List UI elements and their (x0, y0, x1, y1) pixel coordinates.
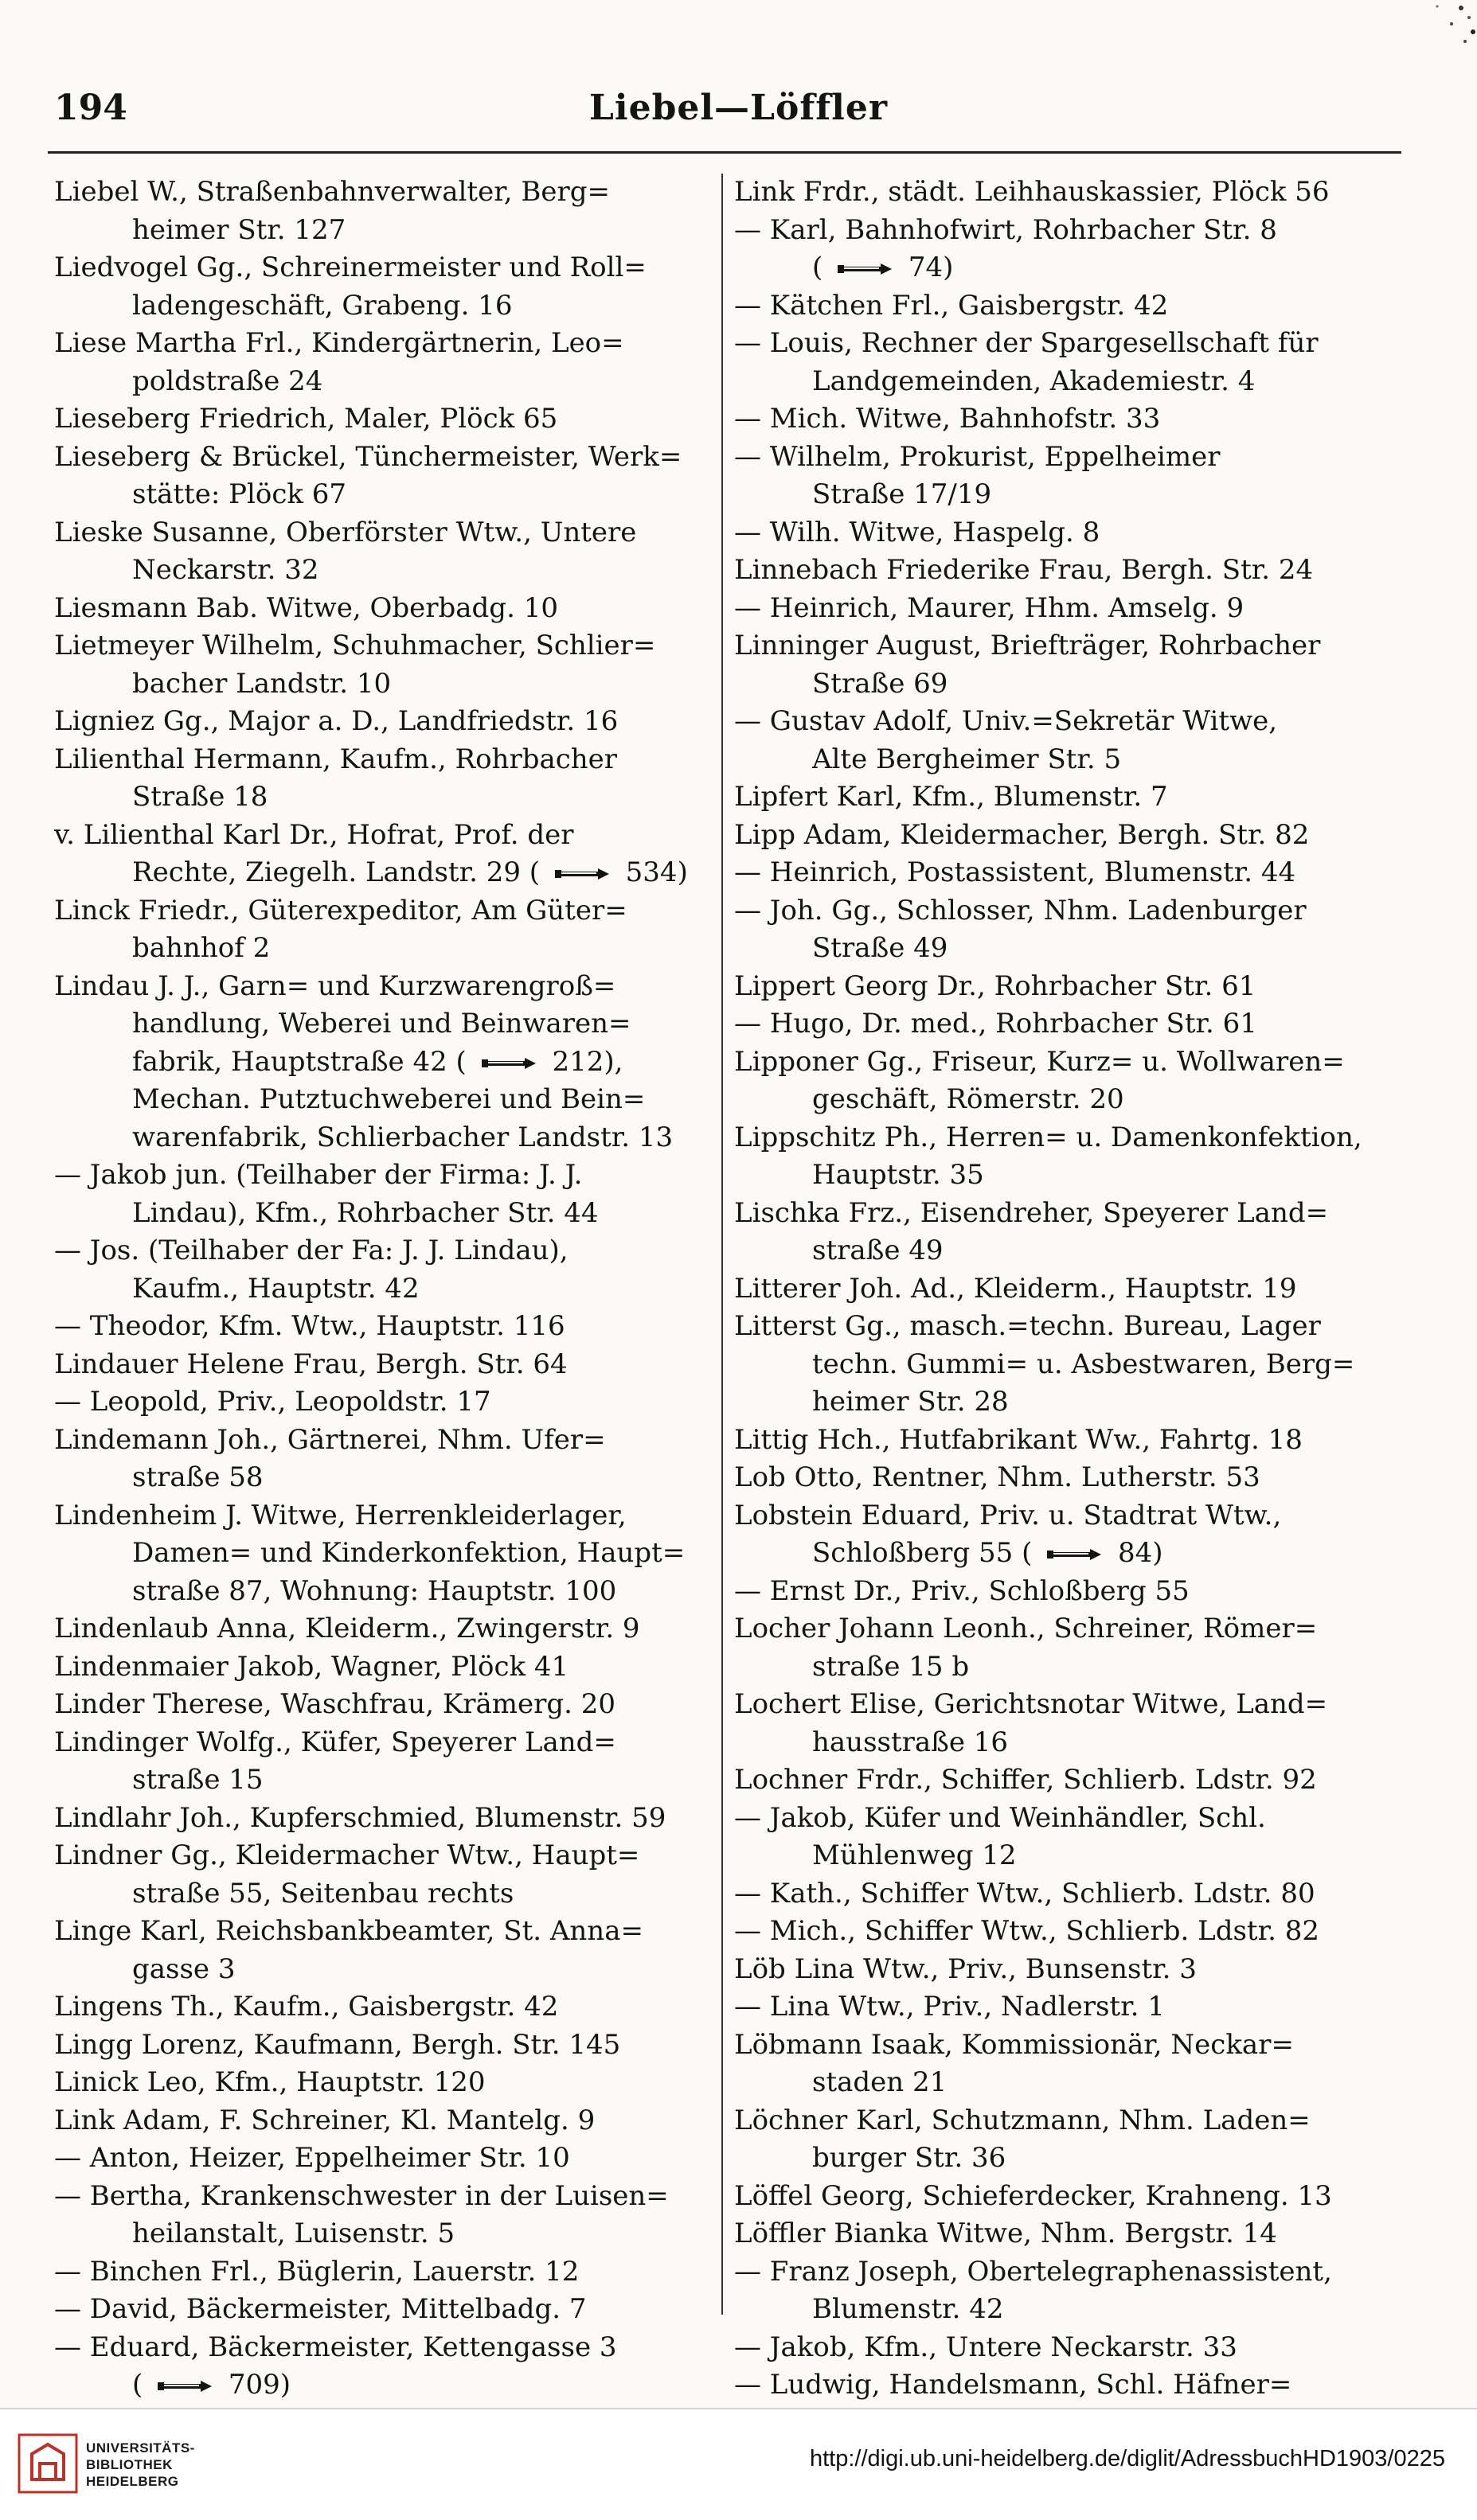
entry-line: Littig Hch., Hutfabrikant Ww., Fahrtg. 18 (734, 1423, 1303, 1456)
entry-line: — Heinrich, Postassistent, Blumenstr. 44 (734, 856, 1296, 888)
entry-line: — Eduard, Bäckermeister, Kettengasse 3 (54, 2331, 617, 2363)
telephone-icon (836, 261, 895, 277)
entry-line: Löbmann Isaak, Kommissionär, Neckar= (734, 2028, 1294, 2061)
directory-entry (734, 287, 1393, 326)
entry-line: — Wilh. Witwe, Haspelg. 8 (734, 516, 1100, 548)
right-column (734, 174, 1393, 2442)
entry-line: Lindenheim J. Witwe, Herrenkleiderlager, (54, 1499, 627, 1531)
entry-line: — Wilhelm, Prokurist, Eppelheimer (734, 440, 1221, 473)
entry-line: Löffel Georg, Schieferdecker, Krahneng. 13 (734, 2179, 1332, 2212)
entry-line: — Hugo, Dr. med., Rohrbacher Str. 61 (734, 1008, 1257, 1040)
page-number: 194 (54, 88, 127, 128)
entry-line: Lochner Frdr., Schiffer, Schlierb. Ldstr. 92 (734, 1764, 1317, 1796)
logo-text-line-1: UNIVERSITÄTS- (86, 2440, 195, 2456)
entry-line: Lobstein Eduard, Priv. u. Stadtrat Wtw., (734, 1499, 1282, 1531)
entry-line: Liebel W., Straßenbahnverwalter, Berg= (54, 176, 610, 208)
entry-line: — Jakob, Küfer und Weinhändler, Schl. (734, 1801, 1266, 1834)
entry-line: Lieseberg & Brückel, Tünchermeister, Werk= (54, 440, 682, 473)
directory-entry (734, 1610, 1393, 1686)
entry-line: Lingens Th., Kaufm., Gaisbergstr. 42 (54, 1991, 559, 2023)
directory-entry (734, 1005, 1393, 1043)
entry-line: bahnhof 2 (132, 932, 271, 964)
directory-entry (54, 1497, 713, 1611)
directory-entry (54, 1648, 713, 1687)
entry-line: v. Lilienthal Karl Dr., Hofrat, Prof. der (54, 818, 574, 851)
entry-text: fabrik, Hauptstraße 42 ( (132, 1045, 475, 1078)
entry-line (734, 1535, 1393, 1573)
entry-line: handlung, Weberei und Beinwaren= (132, 1008, 631, 1040)
directory-entry (54, 741, 713, 817)
entry-line: Lietmeyer Wilhelm, Schuhmacher, Schlier= (54, 630, 656, 661)
entry-line: Löchner Karl, Schutzmann, Nhm. Laden= (734, 2104, 1311, 2136)
directory-entry (54, 1383, 713, 1422)
directory-entry (734, 1195, 1393, 1270)
telephone-icon (1045, 1547, 1104, 1562)
directory-entry (54, 2064, 713, 2102)
entry-line: heimer Str. 28 (812, 1386, 1009, 1418)
entry-line: burger Str. 36 (812, 2142, 1006, 2174)
entry-line: straße 87, Wohnung: Hauptstr. 100 (132, 1574, 617, 1607)
directory-entry (54, 1837, 713, 1913)
entry-line: Straße 18 (132, 781, 268, 813)
entry-line: Liesmann Bab. Witwe, Oberbadg. 10 (54, 591, 558, 624)
entry-line: Linnebach Friederike Frau, Bergh. Str. 24 (734, 554, 1314, 586)
entry-text: Schloßberg 55 ( (812, 1537, 1041, 1569)
entry-line: techn. Gummi= u. Asbestwaren, Berg= (812, 1348, 1355, 1380)
entry-line: straße 15 (132, 1764, 264, 1796)
directory-entry (54, 2027, 713, 2065)
logo-text (86, 2440, 195, 2490)
directory-entry (54, 590, 713, 628)
phone-number: 74) (900, 252, 954, 283)
directory-entry (54, 1686, 713, 1724)
entry-line: Lippschitz Ph., Herren= u. Damenkonfektion, (734, 1121, 1362, 1153)
directory-entry (54, 1346, 713, 1384)
directory-entry (734, 892, 1393, 968)
directory-entry (54, 1610, 713, 1648)
directory-entry (734, 400, 1393, 439)
directory-entry (734, 2027, 1393, 2102)
entry-line: Litterer Joh. Ad., Kleiderm., Hauptstr. 19 (734, 1272, 1297, 1305)
directory-entry (54, 2178, 713, 2253)
directory-entry (734, 1573, 1393, 1611)
directory-entry (734, 1913, 1393, 1951)
entry-text: Rechte, Ziegelh. Landstr. 29 ( (132, 856, 549, 888)
directory-entry (734, 174, 1393, 212)
entry-line: geschäft, Römerstr. 20 (812, 1083, 1124, 1115)
entry-line: Lob Otto, Rentner, Nhm. Lutherstr. 53 (734, 1461, 1260, 1493)
directory-entry (734, 1422, 1393, 1460)
entry-line: Lindinger Wolfg., Küfer, Speyerer Land= (54, 1726, 616, 1758)
header-rule (48, 151, 1401, 154)
directory-entry (734, 1951, 1393, 1989)
footer-bar (0, 2408, 1477, 2520)
directory-entry (54, 2329, 713, 2405)
directory-entry (54, 1800, 713, 1838)
scan-edge-noise (1342, 0, 1477, 48)
directory-entry (54, 1988, 713, 2027)
directory-entry (734, 1497, 1393, 1573)
directory-entry (734, 325, 1393, 400)
source-url[interactable]: http://digi.ub.uni-heidelberg.de/diglit/AdressbuchHD1903/0225 (809, 2446, 1445, 2471)
directory-entry (54, 627, 713, 703)
entry-line: — Kath., Schiffer Wtw., Schlierb. Ldstr. 80 (734, 1877, 1315, 1910)
entry-line (54, 854, 713, 892)
entry-line: Liedvogel Gg., Schreinermeister und Roll= (54, 252, 647, 283)
entry-line: — Gustav Adolf, Univ.=Sekretär Witwe, (734, 705, 1278, 737)
entry-text: ( (132, 2369, 152, 2401)
entry-line: straße 15 b (812, 1650, 970, 1683)
entry-line: Locher Johann Leonh., Schreiner, Römer= (734, 1613, 1318, 1644)
entry-line: Lindenlaub Anna, Kleiderm., Zwingerstr. 9 (54, 1613, 640, 1644)
entry-line: — Leopold, Priv., Leopoldstr. 17 (54, 1386, 491, 1418)
telephone-icon (480, 1055, 539, 1071)
directory-entry (54, 2102, 713, 2140)
directory-entry (734, 2253, 1393, 2329)
directory-entry (734, 1043, 1393, 1119)
entry-line: — Heinrich, Maurer, Hhm. Amselg. 9 (734, 591, 1245, 624)
directory-entry (54, 1157, 713, 1232)
directory-entry (734, 627, 1393, 703)
entry-line: — Jakob jun. (Teilhaber der Firma: J. J. (54, 1159, 583, 1191)
entry-line: Lilienthal Hermann, Kaufm., Rohrbacher (54, 743, 618, 775)
entry-line: Linge Karl, Reichsbankbeamter, St. Anna= (54, 1915, 643, 1947)
running-head: Liebel—Löffler (588, 88, 889, 128)
entry-line: Link Frdr., städt. Leihhauskassier, Plöck 56 (734, 176, 1330, 208)
entry-line: — Karl, Bahnhofwirt, Rohrbacher Str. 8 (734, 213, 1277, 246)
entry-line (54, 1043, 713, 1082)
entry-line: stätte: Plöck 67 (132, 478, 347, 510)
entry-line: Damen= und Kinderkonfektion, Haupt= (132, 1537, 686, 1569)
entry-line: Blumenstr. 42 (812, 2293, 1004, 2325)
directory-entry (54, 817, 713, 892)
directory-entry (734, 2329, 1393, 2367)
entry-line: Linick Leo, Kfm., Hauptstr. 120 (54, 2066, 486, 2098)
entry-line: Lindemann Joh., Gärtnerei, Nhm. Ufer= (54, 1423, 606, 1456)
directory-entry (734, 817, 1393, 855)
phone-number: 534) (616, 856, 688, 888)
entry-line: — Bertha, Krankenschwester in der Luisen= (54, 2179, 669, 2212)
entry-line: — Jakob, Kfm., Untere Neckarstr. 33 (734, 2331, 1237, 2363)
directory-entry (734, 854, 1393, 892)
directory-entry (734, 778, 1393, 817)
directory-entry (54, 703, 713, 741)
entry-line (54, 2366, 713, 2405)
entry-line: — Binchen Frl., Büglerin, Lauerstr. 12 (54, 2255, 580, 2288)
entry-line: — Jos. (Teilhaber der Fa: J. J. Lindau), (54, 1235, 569, 1266)
directory-entry (54, 1422, 713, 1497)
entry-line: — Ernst Dr., Priv., Schloßberg 55 (734, 1574, 1190, 1607)
entry-line: Lipfert Karl, Kfm., Blumenstr. 7 (734, 781, 1168, 813)
directory-entry (54, 249, 713, 325)
directory-entry (734, 1761, 1393, 1800)
logo-text-line-2: BIBLIOTHEK (86, 2457, 173, 2472)
directory-entry (734, 212, 1393, 287)
column-divider (721, 174, 723, 2315)
telephone-icon (553, 866, 612, 882)
entry-line: gasse 3 (132, 1952, 236, 1985)
directory-entry (734, 1875, 1393, 1913)
directory-entry (734, 1270, 1393, 1309)
directory-entry (54, 514, 713, 590)
directory-entry (734, 2102, 1393, 2178)
entry-line: — Ludwig, Handelsmann, Schl. Häfner= (734, 2369, 1292, 2401)
directory-entry (734, 439, 1393, 514)
telephone-icon (156, 2378, 215, 2394)
entry-line: Alte Bergheimer Str. 5 (812, 743, 1122, 775)
entry-line: Lindenmaier Jakob, Wagner, Plöck 41 (54, 1650, 569, 1683)
entry-line: warenfabrik, Schlierbacher Landstr. 13 (132, 1121, 674, 1153)
entry-line: Mechan. Putztuchweberei und Bein= (132, 1083, 646, 1115)
entry-line: Lieseberg Friedrich, Maler, Plöck 65 (54, 403, 558, 435)
entry-line: Hauptstr. 35 (812, 1159, 984, 1191)
entry-line: heilanstalt, Luisenstr. 5 (132, 2218, 455, 2249)
directory-entry (54, 1913, 713, 1988)
directory-entry (734, 552, 1393, 590)
entry-text: ( (812, 252, 832, 283)
directory-entry (54, 968, 713, 1157)
entry-line: straße 58 (132, 1461, 264, 1493)
entry-line: Linder Therese, Waschfrau, Krämerg. 20 (54, 1688, 616, 1720)
directory-entry (734, 1119, 1393, 1195)
entry-line: Lindau J. J., Garn= und Kurzwarengroß= (54, 969, 616, 1002)
directory-entry (734, 703, 1393, 778)
entry-line: Landgemeinden, Akademiestr. 4 (812, 365, 1256, 397)
left-column (54, 174, 713, 2442)
entry-line: — Theodor, Kfm. Wtw., Hauptstr. 116 (54, 1310, 565, 1342)
entry-line: bacher Landstr. 10 (132, 667, 392, 700)
entry-line: — Franz Joseph, Obertelegraphenassistent, (734, 2255, 1332, 2288)
entry-line: Löb Lina Wtw., Priv., Bunsenstr. 3 (734, 1952, 1197, 1985)
entry-line: Ligniez Gg., Major a. D., Landfriedstr. 16 (54, 705, 619, 737)
directory-entry (734, 1988, 1393, 2027)
entry-line: hausstraße 16 (812, 1726, 1009, 1758)
entry-line: — Lina Wtw., Priv., Nadlerstr. 1 (734, 1991, 1165, 2023)
directory-entry (54, 325, 713, 400)
entry-line: Kaufm., Hauptstr. 42 (132, 1272, 420, 1305)
directory-entry (54, 439, 713, 514)
entry-line: ladengeschäft, Grabeng. 16 (132, 289, 513, 322)
directory-entry (54, 1232, 713, 1308)
directory-entry (54, 1724, 713, 1800)
entry-line: Straße 49 (812, 932, 948, 964)
entry-line: — Kätchen Frl., Gaisbergstr. 42 (734, 289, 1169, 322)
entry-line: Lipponer Gg., Friseur, Kurz= u. Wollwaren= (734, 1045, 1345, 1078)
phone-number: 212), (543, 1045, 623, 1078)
entry-line: staden 21 (812, 2066, 948, 2098)
directory-entry (734, 1459, 1393, 1497)
entry-line: Liese Martha Frl., Kindergärtnerin, Leo= (54, 327, 624, 359)
directory-entry (54, 400, 713, 439)
entry-line: Lindner Gg., Kleidermacher Wtw., Haupt= (54, 1839, 640, 1871)
university-library-logo (16, 2432, 80, 2495)
directory-entry (734, 2178, 1393, 2216)
entry-line: Neckarstr. 32 (132, 554, 319, 586)
directory-entry (734, 1800, 1393, 1875)
directory-entry (734, 2215, 1393, 2253)
entry-line: Straße 17/19 (812, 478, 992, 510)
entry-line: — David, Bäckermeister, Mittelbadg. 7 (54, 2293, 587, 2325)
entry-line: — Louis, Rechner der Spargesellschaft für (734, 327, 1319, 359)
entry-line: Lingg Lorenz, Kaufmann, Bergh. Str. 145 (54, 2028, 621, 2061)
logo-text-line-3: HEIDELBERG (86, 2474, 179, 2489)
entry-line: Lippert Georg Dr., Rohrbacher Str. 61 (734, 969, 1256, 1002)
entry-line: straße 55, Seitenbau rechts (132, 1877, 514, 1910)
entry-line: Lindauer Helene Frau, Bergh. Str. 64 (54, 1348, 568, 1380)
directory-entry (734, 968, 1393, 1006)
entry-line: Link Adam, F. Schreiner, Kl. Mantelg. 9 (54, 2104, 596, 2136)
entry-line: Linninger August, Briefträger, Rohrbacher (734, 630, 1321, 661)
entry-line: Lochert Elise, Gerichtsnotar Witwe, Land= (734, 1688, 1328, 1720)
directory-entry (734, 1686, 1393, 1761)
directory-entry (54, 1308, 713, 1346)
entry-line: Lindau), Kfm., Rohrbacher Str. 44 (132, 1196, 599, 1229)
directory-entry (734, 514, 1393, 552)
entry-line: — Mich., Schiffer Wtw., Schlierb. Ldstr. 82 (734, 1915, 1319, 1947)
entry-line: poldstraße 24 (132, 365, 323, 397)
entry-line: Linck Friedr., Güterexpeditor, Am Güter= (54, 894, 627, 926)
phone-number: 84) (1109, 1537, 1163, 1569)
entry-line (734, 249, 1393, 287)
entry-line: Mühlenweg 12 (812, 1839, 1017, 1871)
entry-line: Lischka Frz., Eisendreher, Speyerer Land= (734, 1196, 1329, 1229)
directory-entry (54, 892, 713, 968)
entry-line: Litterst Gg., masch.=techn. Bureau, Lager (734, 1310, 1321, 1342)
entry-line: straße 49 (812, 1235, 944, 1266)
directory-entry (54, 2253, 713, 2292)
directory-entry (734, 1308, 1393, 1422)
directory-entry (54, 174, 713, 249)
directory-entry (54, 2291, 713, 2329)
phone-number: 709) (220, 2369, 291, 2401)
directory-entry (54, 2140, 713, 2178)
entry-line: Lindlahr Joh., Kupferschmied, Blumenstr. 59 (54, 1801, 666, 1834)
directory-entry (734, 590, 1393, 628)
entry-line: — Joh. Gg., Schlosser, Nhm. Ladenburger (734, 894, 1307, 926)
entry-line: Straße 69 (812, 667, 948, 700)
entry-line: Lieske Susanne, Oberförster Wtw., Untere (54, 516, 637, 548)
entry-line: Löffler Bianka Witwe, Nhm. Bergstr. 14 (734, 2218, 1277, 2249)
entry-line: Lipp Adam, Kleidermacher, Bergh. Str. 82 (734, 818, 1310, 851)
entry-line: heimer Str. 127 (132, 213, 346, 246)
entry-line: — Anton, Heizer, Eppelheimer Str. 10 (54, 2142, 570, 2174)
entry-line: — Mich. Witwe, Bahnhofstr. 33 (734, 403, 1161, 435)
